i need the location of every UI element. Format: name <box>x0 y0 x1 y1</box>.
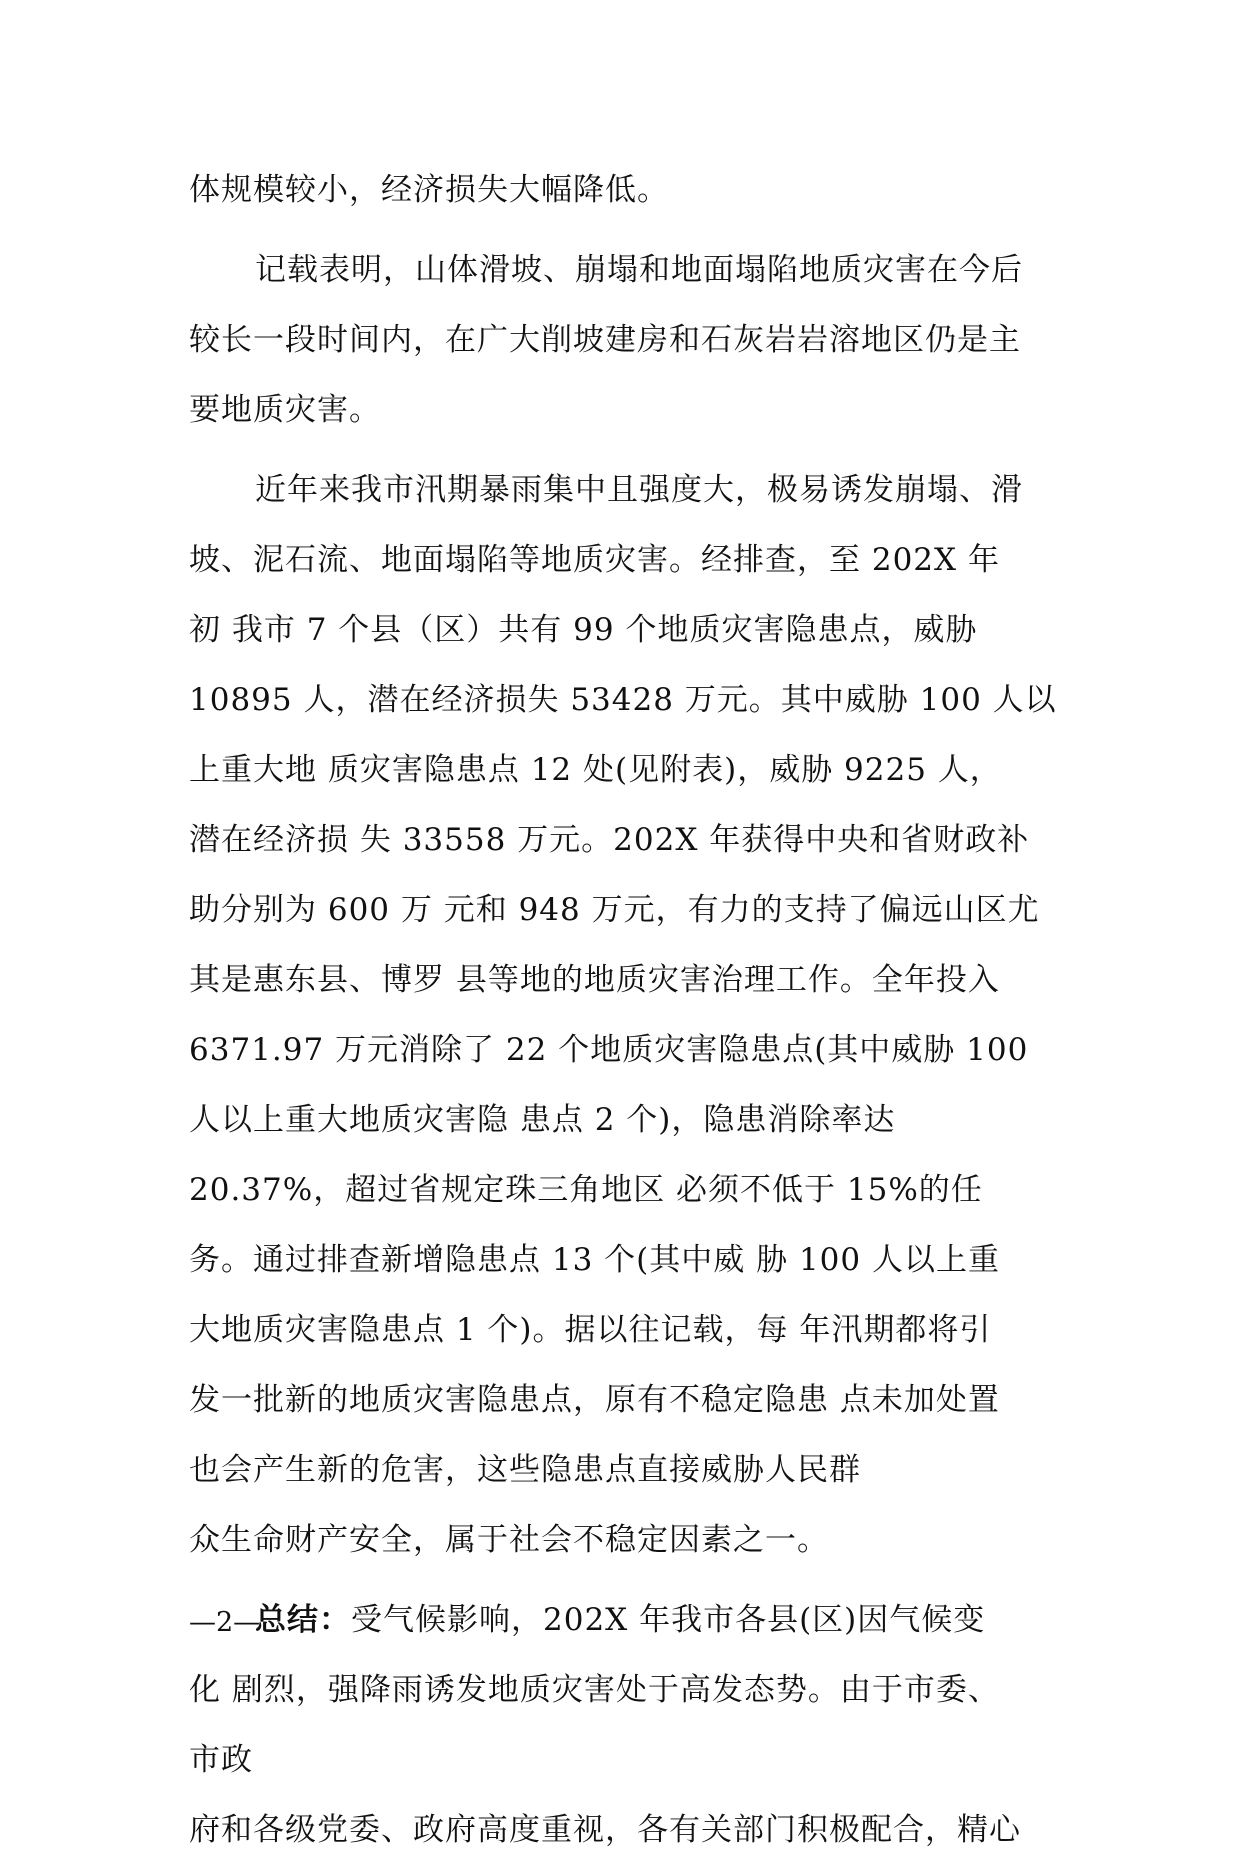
paragraph-3-line: 初 我市 7 个县（区）共有 99 个地质灾害隐患点，威胁 <box>189 612 978 648</box>
summary-line: 化 剧烈，强降雨诱发地质灾害处于高发态势。由于市委、 <box>189 1672 1000 1708</box>
paragraph-3-line: 务。通过排查新增隐患点 13 个(其中威 胁 100 人以上重 <box>189 1242 1000 1278</box>
paragraph-gap <box>189 225 1051 235</box>
paragraph-1-text: 体规模较小，经济损失大幅降低。 <box>189 172 669 208</box>
paragraph-3 <box>189 455 1057 1575</box>
paragraph-3-line: 人以上重大地质灾害隐 患点 2 个)，隐患消除率达 <box>189 1102 896 1138</box>
paragraph-2: 记载表明，山体滑坡、崩塌和地面塌陷地质灾害在今后较长一段时间内，在广大削坡建房和石灰岩岩溶地区仍是主要地质灾害。 <box>189 252 1023 428</box>
summary-paragraph <box>189 1585 1051 1865</box>
summary-first-line <box>189 1585 1051 1655</box>
paragraph-3-line: 大地质灾害隐患点 1 个)。据以往记载，每 年汛期都将引 <box>189 1312 992 1348</box>
paragraph-3-line: 20.37%，超过省规定珠三角地区 必须不低于 15%的任 <box>189 1172 983 1208</box>
paragraph-3-line: 6371.97 万元消除了 22 个地质灾害隐患点(其中威胁 100 <box>189 1032 1029 1068</box>
paragraph-3-line: 也会产生新的危害，这些隐患点直接威胁人民群 <box>189 1452 861 1488</box>
paragraph-3-line: 助分别为 600 万 元和 948 万元，有力的支持了偏远山区尤 <box>189 892 1040 928</box>
paragraph-1 <box>189 155 1051 225</box>
paragraph-3-line: 发一批新的地质灾害隐患点，原有不稳定隐患 点未加处置 <box>189 1382 1000 1418</box>
summary-label: 总结： <box>255 1602 351 1638</box>
document-body <box>189 155 1057 1865</box>
summary-line: 市政 <box>189 1742 253 1778</box>
summary-line: 受气候影响，202X 年我市各县(区)因气候变 <box>351 1602 986 1638</box>
paragraph-3-line: 10895 人，潜在经济损失 53428 万元。其中威胁 100 人以 <box>189 682 1057 718</box>
summary-line: 府和各级党委、政府高度重视，各有关部门积极配合，精心 <box>189 1812 1021 1848</box>
page-number: —2— <box>189 1607 261 1638</box>
paragraph-3-line: 近年来我市汛期暴雨集中且强度大，极易诱发崩塌、滑 <box>255 472 1023 508</box>
paragraph-3-line: 坡、泥石流、地面塌陷等地质灾害。经排查，至 202X 年 <box>189 542 1000 578</box>
paragraph-gap <box>189 445 1051 455</box>
paragraph-3-line: 众生命财产安全，属于社会不稳定因素之一。 <box>189 1522 829 1558</box>
paragraph-3-line: 其是惠东县、博罗 县等地的地质灾害治理工作。全年投入 <box>189 962 1000 998</box>
paragraph-3-line: 上重大地 质灾害隐患点 12 处(见附表)，威胁 9225 人， <box>189 752 1002 788</box>
paragraph-gap <box>189 1575 1051 1585</box>
paragraph-3-line: 潜在经济损 失 33558 万元。202X 年获得中央和省财政补 <box>189 822 1030 858</box>
